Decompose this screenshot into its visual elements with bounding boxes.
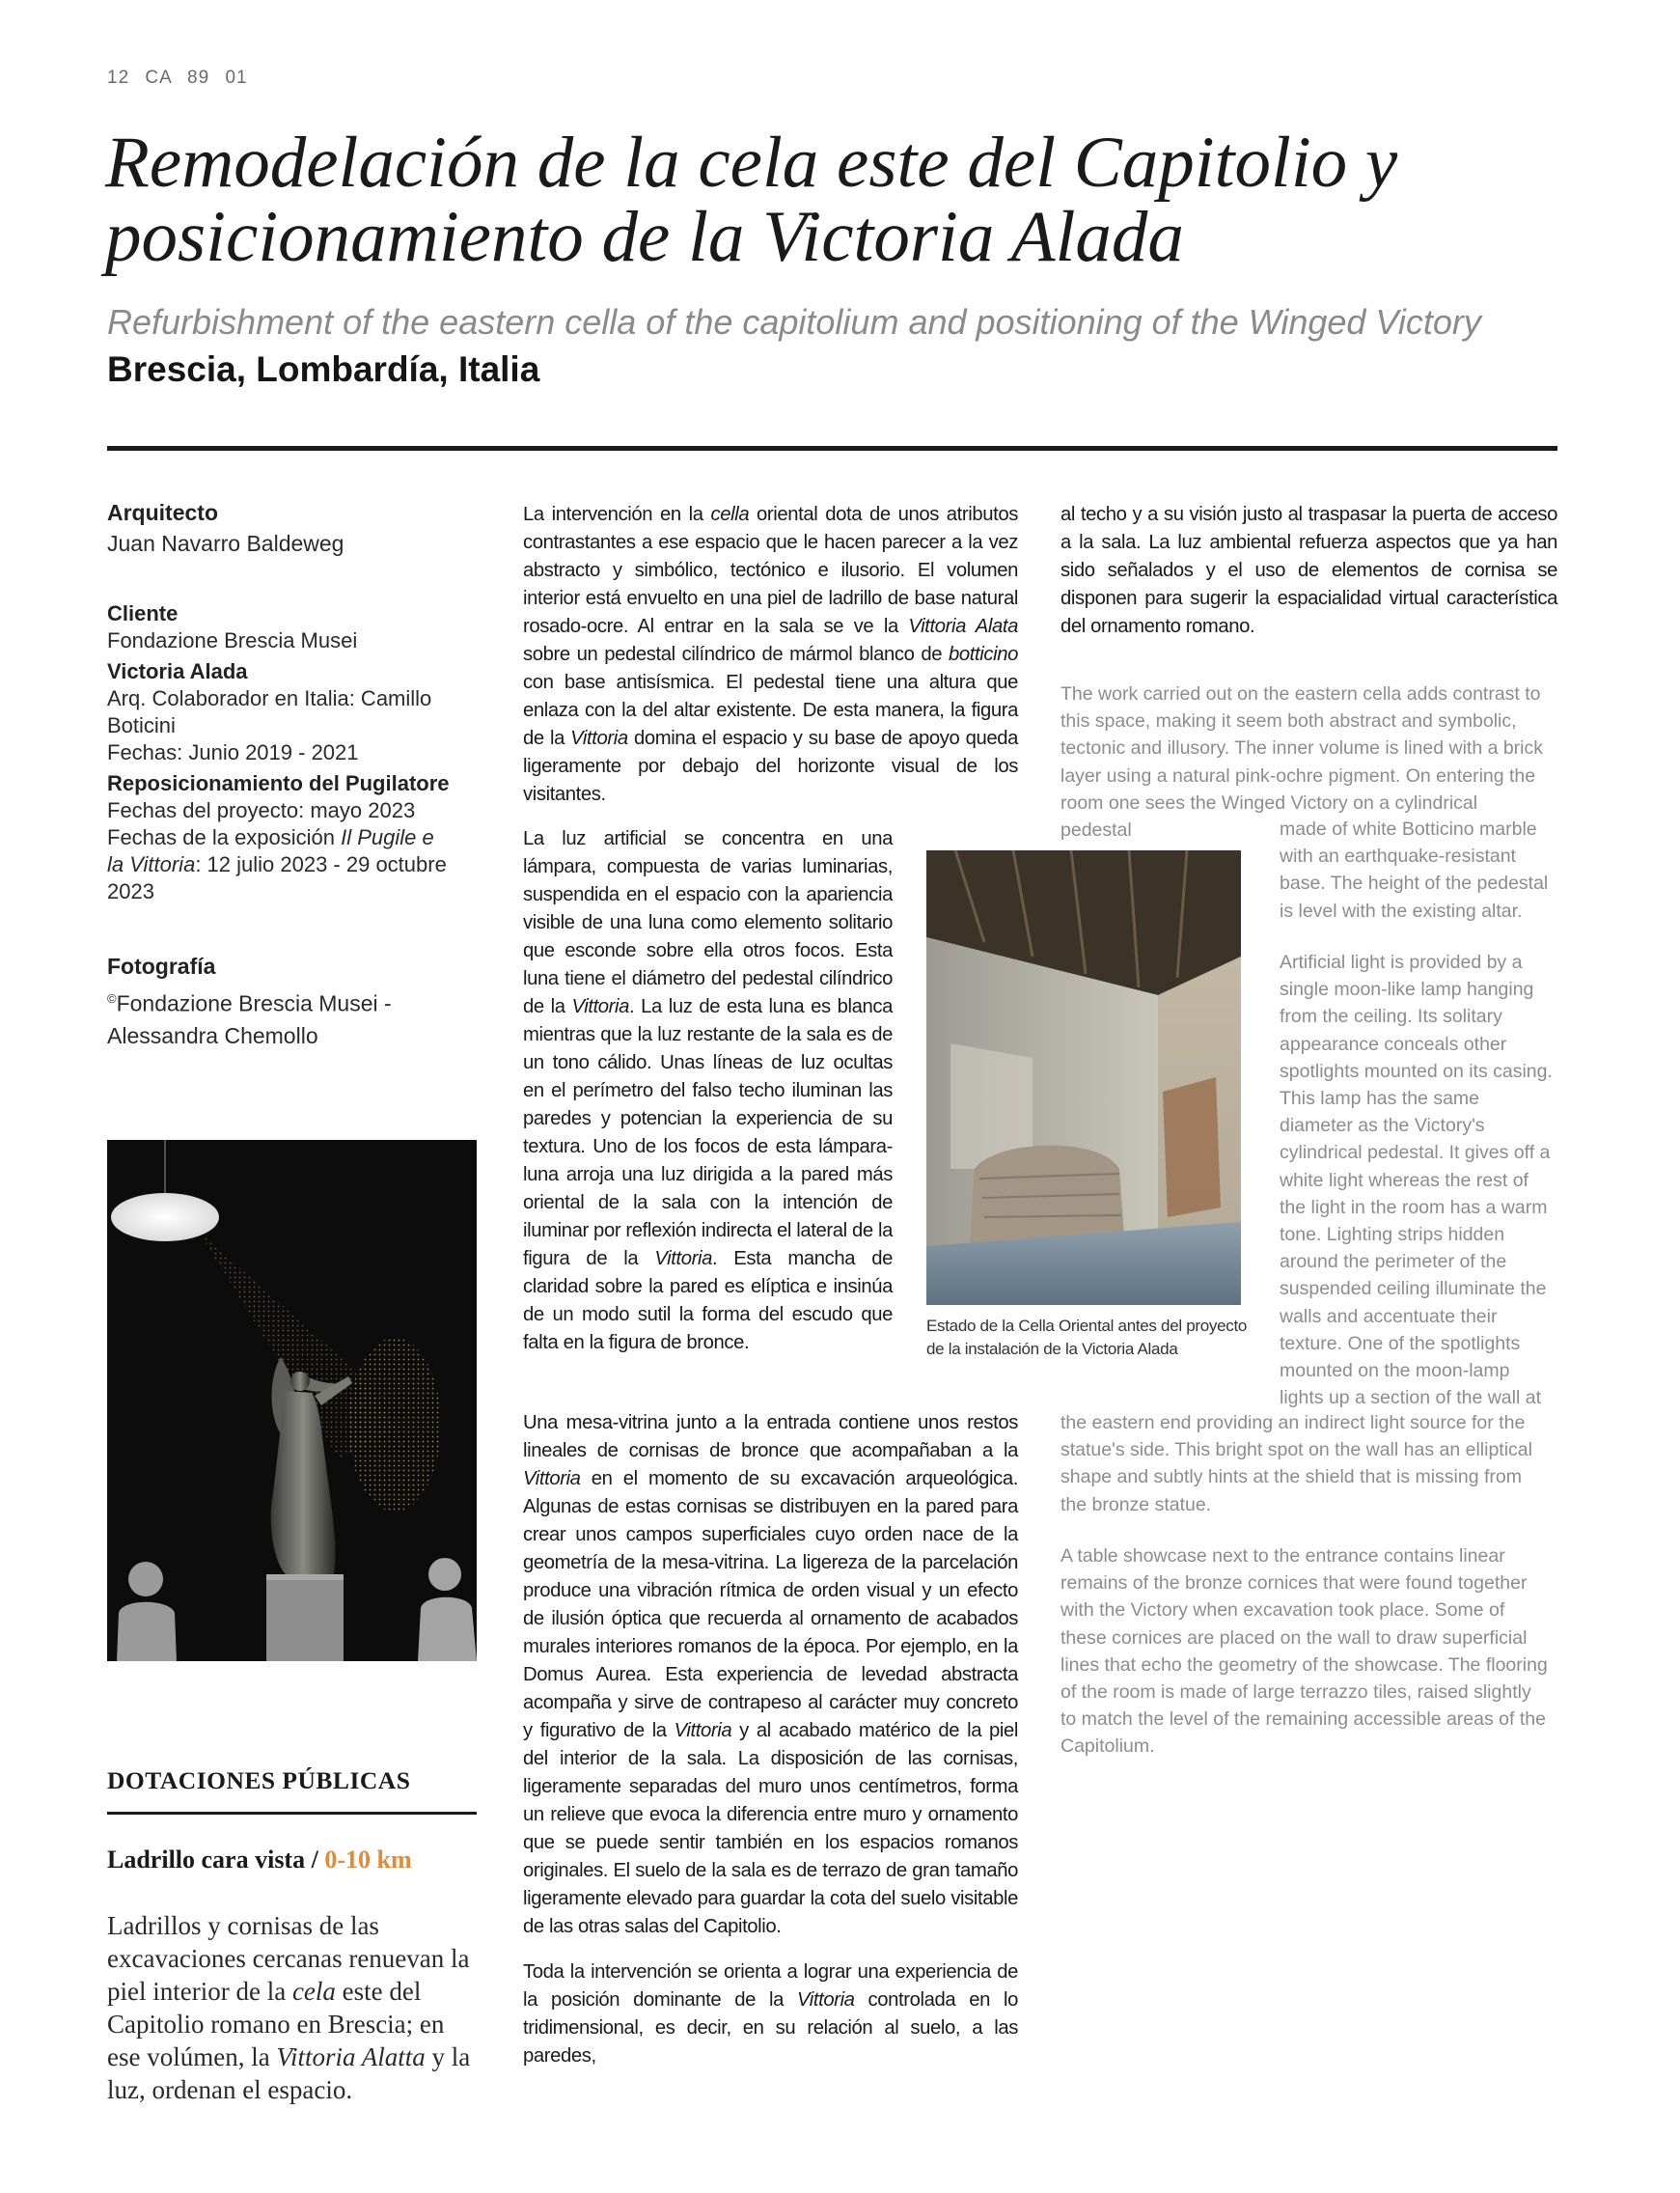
page-number: 12: [107, 68, 130, 88]
article-subtitle: Refurbishment of the eastern cella of the capitolium and positioning of the Winged Victory: [107, 302, 1481, 342]
credits-details: [107, 600, 454, 905]
spanish-text-column-narrow: [523, 825, 893, 1374]
credits-photography: [107, 951, 454, 1052]
spanish-paragraph-3: Una mesa-vitrina junto a la entrada contiene unos restos lineales de cornisas de bronce que acompañaban a la Vittoria en el momento de su excavación arqueológica. Algunas de estas cornisas se distribuyen en la pared para crear unos campos superficiales cuyo orden nace de la geometría de la mesa-vitrina. La ligereza de la parcelación produce una vibración rítmica de orden visual y un efecto de ilusión óptica que recuerda al ornamento de acabados murales interiores romanos de la época. Por ejemplo, en la Domus Aurea. Esta experiencia de levedad abstracta acompaña y sirve de contrapeso al carácter muy concreto y figurativo de la Vittoria y al acabado matérico de la piel del interior de la sala. La disposición de las cornisas, ligeramente separadas del muro unos centímetros, forma un relieve que evoca la diferencia entre muro y ornamento que se puede sentir también en los espacios romanos originales. El suelo de la sala es de terrazo de gran tamaño ligeramente elevado para guardar la cota del suelo visitable de las otras salas del Capitolio.: [523, 1412, 1019, 1937]
section-title: DOTACIONES PÚBLICAS: [107, 1766, 411, 1794]
spanish-text-column-upper: [523, 501, 1018, 826]
title-divider: [107, 446, 1557, 451]
material-distance: 0-10 km: [324, 1846, 412, 1874]
material-name: Ladrillo cara vista /: [107, 1846, 325, 1874]
photo-line-1: ©Fondazione Brescia Musei -: [107, 990, 392, 1016]
pugilatore-line-2: Fechas de la exposición Il Pugile e: [107, 825, 434, 849]
architect-value: Juan Navarro Baldeweg: [107, 531, 344, 556]
spanish-paragraph-2: La luz artificial se concentra en una lámpara, compuesta de varias luminarias, suspendida en el espacio con la apariencia visible de una luna como elemento solitario que esconde sobre ella otros focos. Esta luna tiene el diámetro del pedestal cilíndrico de la Vittoria. La luz de esta luna es blanca mientras que la luz restante de la sala es de un tono cálido. Unas líneas de luz ocultas en el perímetro del falso techo iluminan las paredes y potencian la experiencia de su textura. Uno de los focos de esta lámpara-luna arroja una luz dirigida a la pared más oriental de la sala con la intención de iluminar por reflexión indirecta el lateral de la figura de la Vittoria. Esta mancha de claridad sobre la pared es elíptica e insinúa de un modo sutil la forma del escudo que falta en la figura de bronce.: [523, 828, 893, 1353]
english-paragraph-1-top: The work carried out on the eastern cella adds contrast to this space, making it seem both abstract and symbolic, tectonic and illusory. The inner volume is lined with a brick layer using a natural pink-ochre pigment. On entering the room one sees the Winged Victory on a cylindrical pedestal: [1060, 683, 1544, 842]
client-value: Fondazione Brescia Musei: [107, 628, 358, 652]
victory-line-2: Boticini: [107, 713, 176, 737]
victory-line-1: Arq. Colaborador en Italia: Camillo: [107, 686, 432, 710]
english-paragraph-3: A table showcase next to the entrance contains linear remains of the bronze cornices that were found together with the Victory when excavation took place. Some of these cornices are placed on the wall to draw superficial lines that echo the geometry of the showcase. The flooring of the room is made of large terrazzo tiles, raised slightly to match the level of the remaining accessible areas of the Capitolium.: [1060, 1545, 1548, 1758]
pugilatore-line-4: 2023: [107, 879, 154, 903]
pugilatore-line-1: Fechas del proyecto: mayo 2023: [107, 798, 416, 822]
article-title: [105, 123, 1572, 277]
summary-text: Ladrillos y cornisas de las excavaciones cercanas renuevan la piel interior de la cela este del Capitolio romano en Brescia; en ese volúmen, la Vittoria Alatta y la luz, ordenan el espacio.: [107, 1911, 471, 2104]
title-line-1: Remodelación de la cela este del Capitolio y: [105, 123, 1398, 203]
project-location: Brescia, Lombardía, Italia: [107, 349, 540, 389]
architect-label: Arquitecto: [107, 500, 218, 525]
photo-label: Fotografía: [107, 954, 216, 979]
client-label: Cliente: [107, 601, 179, 625]
english-paragraph-2-wide: the eastern end providing an indirect light source for the statue's side. This bright spot on the wall has an elliptical shape and subtly hints at the shield that is missing from the bronze statue.: [1060, 1412, 1532, 1515]
spanish-text-column-lower: [523, 1409, 1018, 2088]
spanish-paragraph-1: La intervención en la cella oriental dota de unos atributos contrastantes a ese espacio que le hacen parecer a la vez abstracto y simbólico, tectónico e ilusorio. El volumen interior está envuelto en una piel de ladrillo de base natural rosado-ocre. Al entrar en la sala se ve la Vittoria Alata sobre un pedestal cilíndrico de mármol blanco de botticino con base antisísmica. El pedestal tiene una altura que enlaza con la del altar existente. De esta manera, la figura de la Vittoria domina el espacio y su base de apoyo queda ligeramente por debajo del horizonte visual de los visitantes.: [523, 504, 1018, 805]
victory-rendering-image: [107, 1140, 477, 1661]
spanish-paragraph-4: Toda la intervención se orienta a lograr una experiencia de la posición dominante de la Vittoria controlada en lo tridimensional, es decir, en su relación al suelo, a las paredes,: [523, 1961, 1018, 2067]
issue-code: CA 89 01: [145, 68, 248, 88]
pugilatore-line-3: la Vittoria: 12 julio 2023 - 29 octubre: [107, 852, 447, 876]
pugilatore-label: Reposicionamiento del Pugilatore: [107, 771, 450, 795]
section-divider: [107, 1812, 477, 1815]
victory-label: Victoria Alada: [107, 659, 248, 683]
victory-line-3: Fechas: Junio 2019 - 2021: [107, 740, 359, 764]
english-paragraph-1-narrow: made of white Botticino marble with an earthquake-resistant base. The height of the pedestal is level with the existing altar.: [1280, 819, 1549, 922]
credits-architect: [107, 499, 454, 557]
material-heading: [107, 1846, 412, 1874]
spanish-text-continuation: [1060, 501, 1557, 658]
cella-before-photo: [926, 850, 1241, 1305]
english-paragraph-2-narrow: Artificial light is provided by a single moon-like lamp hanging from the ceiling. Its solitary appearance conceals other spotlights mounted on its casing. This lamp has the same diameter as the Victory's cylindrical pedestal. It gives off a white light whereas the rest of the light in the room has a warm tone. Lighting strips hidden around the perimeter of the suspended ceiling illuminate the walls and accentuate their texture. One of the spotlights mounted on the moon-lamp lights up a section of the wall at: [1280, 952, 1553, 1409]
photo-line-2: Alessandra Chemollo: [107, 1022, 318, 1048]
page-header: [107, 68, 248, 89]
photo-caption: Estado de la Cella Oriental antes del proyecto de la instalación de la Victoria Alada: [926, 1317, 1248, 1358]
title-line-2: posicionamiento de la Victoria Alada: [105, 197, 1184, 277]
spanish-paragraph-4-cont: al techo y a su visión justo al traspasar la puerta de acceso a la sala. La luz ambiental refuerza aspectos que ya han sido señalados y el uso de elementos de cornisa se disponen para sugerir la espacialidad virtual característica del ornamento romano.: [1060, 504, 1557, 637]
